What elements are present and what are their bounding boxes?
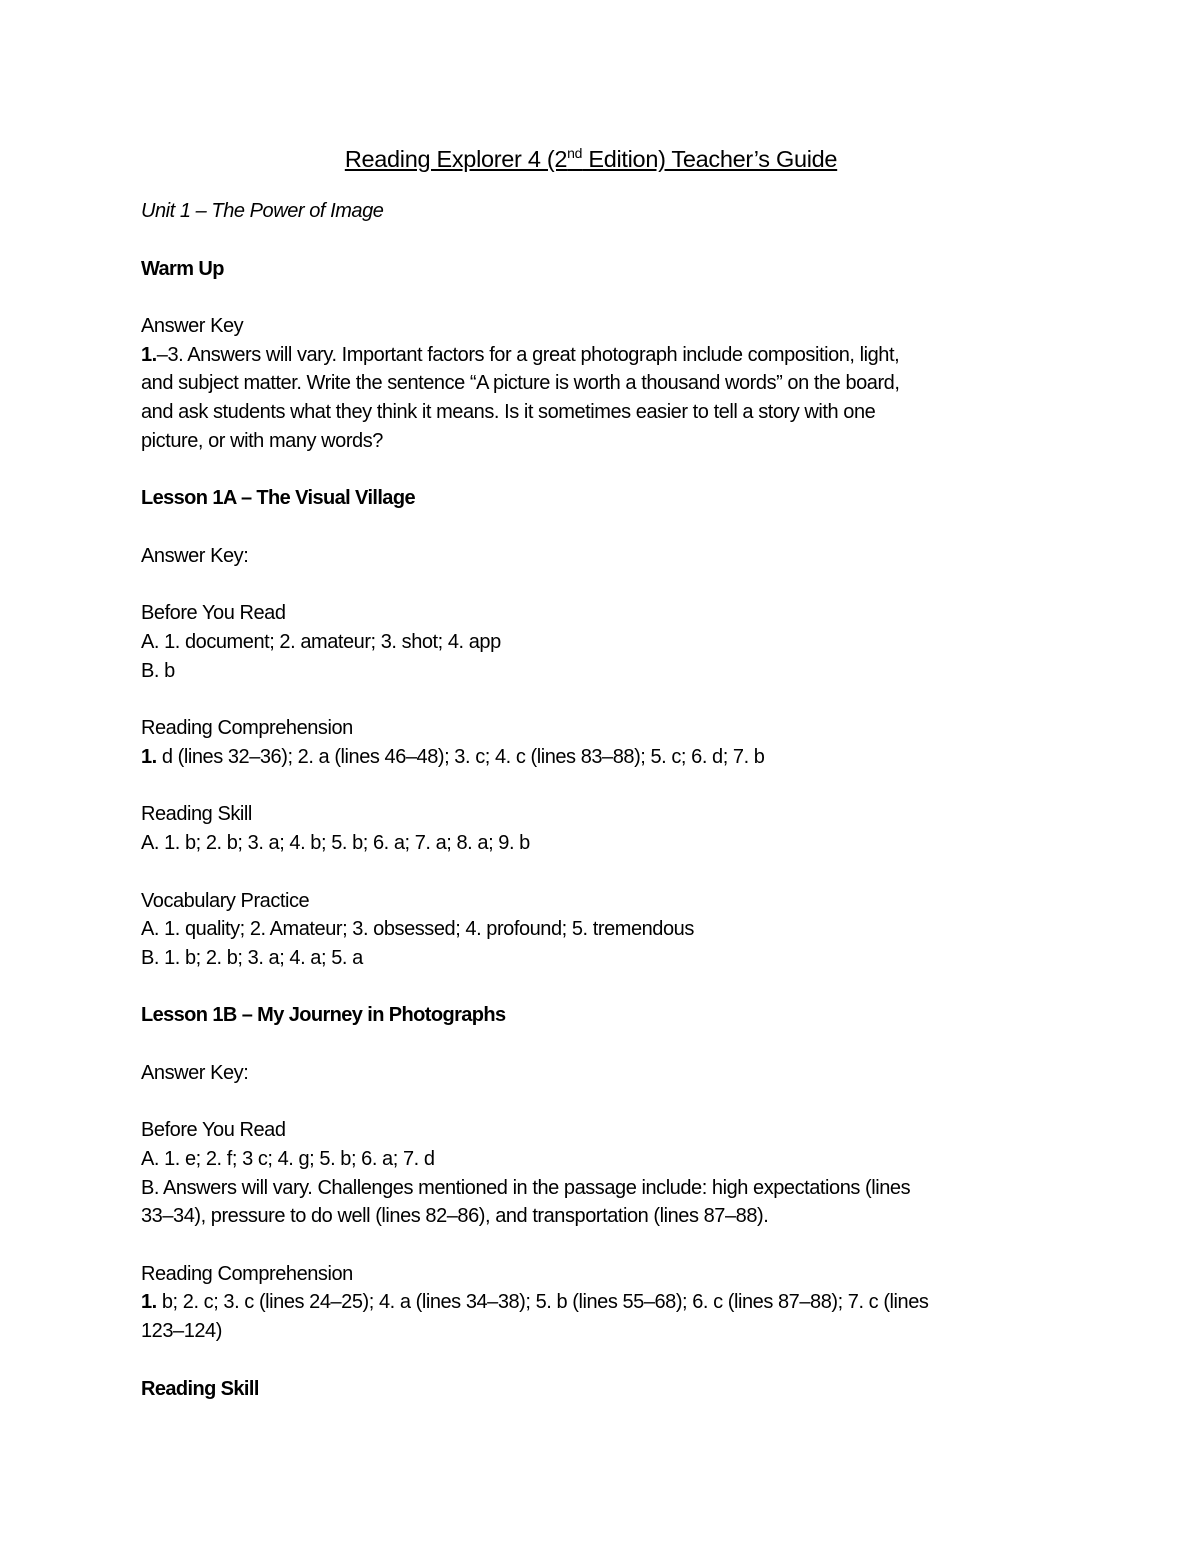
lesson-1a-reading-skill-label: Reading Skill [141,803,252,826]
unit-title: Unit 1 – The Power of Image [141,200,384,222]
document-title [141,143,1041,175]
lesson-1b-before-you-read-a: A. 1. e; 2. f; 3 c; 4. g; 5. b; 6. a; 7. d [141,1148,435,1171]
lesson-1a-before-you-read-a: A. 1. document; 2. amateur; 3. shot; 4. app [141,630,501,653]
lesson-1a-reading-comprehension [141,714,1041,771]
lesson-1a-before-you-read-b: B. b [141,659,175,682]
lesson-1a-rc-lead-number: 1. [141,745,157,768]
lesson-1b-answer-key-label: Answer Key: [141,1061,249,1084]
warm-up-section [141,312,1041,455]
lesson-1a-before-you-read [141,599,1041,685]
document-page [141,143,1041,1432]
warm-up-lead-number: 1. [141,343,157,366]
warm-up-heading: Warm Up [141,257,224,280]
warm-up-answer-key-label: Answer Key [141,315,244,338]
title-prefix: Reading Explorer 4 (2 [344,146,568,172]
lesson-1b-reading-comprehension-line-2: 123–124) [141,1320,222,1343]
warm-up-line-2: and subject matter. Write the sentence “A picture is worth a thousand words” on the board, [141,372,900,395]
lesson-1a-vocabulary-practice-a: A. 1. quality; 2. Amateur; 3. obsessed; 4. profound; 5. tremendous [141,918,694,941]
lesson-1b-before-you-read-label: Before You Read [141,1119,286,1142]
lesson-1a-reading-skill [141,800,1041,857]
title-suffix: Edition) Teacher’s Guide [582,146,838,172]
warm-up-line-3: and ask students what they think it means. Is it sometimes easier to tell a story with one [141,400,876,423]
lesson-1a-answer-key-label: Answer Key: [141,544,249,567]
lesson-1b-rc-lead-number: 1. [141,1291,157,1314]
lesson-1b-before-you-read-b-line-2: 33–34), pressure to do well (lines 82–86), and transportation (lines 87–88). [141,1205,769,1228]
lesson-1b-before-you-read [141,1116,1041,1230]
lesson-1a-before-you-read-label: Before You Read [141,602,286,625]
lesson-1a-reading-comprehension-label: Reading Comprehension [141,717,353,740]
title-superscript: nd [567,145,583,162]
lesson-1a-vocabulary-practice-label: Vocabulary Practice [141,889,310,912]
lesson-1b-reading-skill-heading: Reading Skill [141,1377,259,1400]
lesson-1b-before-you-read-b-line-1: B. Answers will vary. Challenges mentioned in the passage include: high expectations (lines [141,1176,911,1199]
lesson-1a-vocabulary-practice-b: B. 1. b; 2. b; 3. a; 4. a; 5. a [141,946,363,969]
lesson-1b-reading-comprehension-line-1 [141,1288,1041,1317]
lesson-1a-reading-comprehension-answers [141,743,1041,772]
lesson-1a-reading-skill-a: A. 1. b; 2. b; 3. a; 4. b; 5. b; 6. a; 7. a; 8. a; 9. b [141,831,530,854]
lesson-1a-rc-text: d (lines 32–36); 2. a (lines 46–48); 3. c; 4. c (lines 83–88); 5. c; 6. d; 7. b [156,745,765,768]
lesson-1b-rc-line-1-text: b; 2. c; 3. c (lines 24–25); 4. a (lines 34–38); 5. b (lines 55–68); 6. c (lines 87–88); 7. c (lines [156,1291,929,1314]
lesson-1a-vocabulary-practice [141,887,1041,973]
lesson-1b-reading-comprehension-label: Reading Comprehension [141,1262,353,1285]
warm-up-line-4: picture, or with many words? [141,429,383,452]
warm-up-line-1-text: –3. Answers will vary. Important factors for a great photograph include composition, light, [156,343,900,366]
lesson-1b-heading: Lesson 1B – My Journey in Photographs [141,1004,506,1027]
lesson-1a-heading: Lesson 1A – The Visual Village [141,487,415,510]
lesson-1b-reading-comprehension [141,1260,1041,1346]
warm-up-line-1 [141,341,1041,370]
